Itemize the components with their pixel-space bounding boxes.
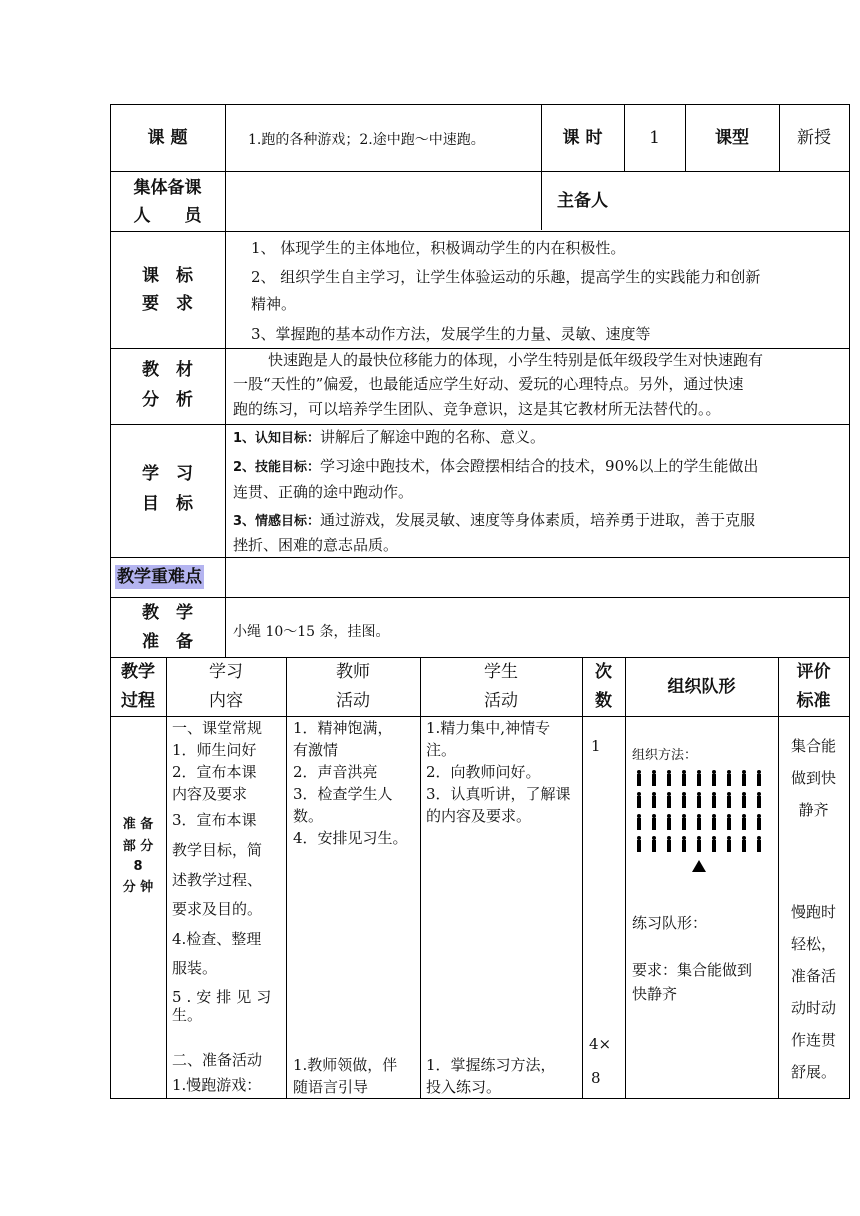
analysis-line-1: 快速跑是人的最快位移能力的体现，小学生特别是低年级段学生对快速跑有 (268, 351, 764, 369)
student-figure-icon (740, 814, 748, 830)
student-line: 2．向教师问好。 (426, 763, 541, 781)
header-process-2: 过程 (121, 691, 155, 711)
goal-1 (233, 427, 545, 449)
goal-3-text: 通过游戏，发展灵敏、速度等身体素质，培养勇于进取，善于克服 (320, 511, 756, 529)
student-figure-icon (725, 792, 733, 808)
teacher-line: 随语言引导 (293, 1078, 369, 1096)
student-figure-icon (650, 814, 658, 830)
standards-item-1: 1、 体现学生的主体地位，积极调动学生的内在积极性。 (251, 239, 626, 257)
student-figure-icon (635, 770, 643, 786)
student-line: 1．掌握练习方法， (426, 1056, 556, 1074)
topic-label: 课 题 (147, 128, 188, 148)
header-content-2: 内容 (209, 691, 243, 711)
student-line: 1.精力集中,神情专 (426, 719, 551, 737)
prep-label-1: 教 学 (142, 603, 193, 623)
student-figure-icon (755, 770, 763, 786)
content-line: 1．师生问好 (172, 741, 257, 759)
student-figure-icon (665, 814, 673, 830)
student-figure-icon (710, 814, 718, 830)
content-line: 述教学过程、 (172, 871, 263, 889)
goal-2-label: 2、技能目标： (233, 460, 321, 475)
header-student-2: 活动 (484, 691, 518, 711)
student-figure-icon (650, 836, 658, 852)
formation-req-a: 要求：集合能做到 (632, 961, 753, 979)
eval-line: 静齐 (798, 801, 829, 819)
content-line: 内容及要求 (172, 785, 248, 803)
analysis-line-2: 一股“天性的”偏爱，也最能适应学生好动、爱玩的心理特点。另外，通过快速 (233, 375, 744, 393)
prep-value: 小绳 10～15 条，挂图。 (233, 624, 390, 640)
group-label-2: 人 员 (133, 206, 202, 226)
student-figure-icon (680, 792, 688, 808)
student-figure-icon (650, 770, 658, 786)
header-content-1: 学习 (209, 662, 243, 682)
student-line: 3．认真听讲，了解课 (426, 785, 571, 803)
teacher-triangle-icon (692, 860, 706, 872)
period-value: 1 (649, 128, 660, 148)
header-teacher-2: 活动 (336, 691, 370, 711)
header-count-1: 次 (595, 662, 612, 682)
header-eval-2: 标准 (796, 691, 831, 711)
student-figure-icon (680, 814, 688, 830)
standards-item-3: 3、掌握跑的基本动作方法，发展学生的力量、灵敏、速度等 (251, 325, 651, 343)
section-label-4: 分 钟 (122, 880, 154, 895)
student-figure-icon (680, 836, 688, 852)
student-figure-icon (695, 814, 703, 830)
type-label: 课型 (715, 128, 749, 148)
eval-line: 舒展。 (790, 1063, 836, 1081)
standards-label-2: 要 求 (142, 294, 193, 314)
topic-value: 1.跑的各种游戏；2.途中跑～中速跑。 (248, 132, 485, 148)
student-figure-icon (695, 836, 703, 852)
student-figure-icon (635, 792, 643, 808)
content-line: 二、准备活动 (172, 1051, 263, 1069)
header-teacher-1: 教师 (336, 662, 370, 682)
student-figure-icon (650, 792, 658, 808)
count-first: 1 (591, 737, 601, 755)
student-figure-icon (635, 814, 643, 830)
goal-3-label: 3、情感目标： (233, 514, 321, 529)
formation-practice-label: 练习队形： (632, 914, 708, 932)
teacher-line: 1．精神饱满， (293, 719, 393, 737)
eval-line: 准备活 (790, 967, 836, 985)
header-count-2: 数 (595, 691, 612, 711)
content-line: 3．宣布本课 (172, 811, 257, 829)
count-second-a: 4× (589, 1035, 612, 1053)
goal-2-text: 学习途中跑技术，体会蹬摆相结合的技术，90%以上的学生能做出 (320, 457, 759, 475)
content-line: 一、课堂常规 (172, 719, 263, 737)
analysis-label-1: 教 材 (142, 360, 193, 380)
standards-label-1: 课 标 (142, 266, 193, 286)
section-label-1: 准 备 (122, 817, 154, 832)
formation-row-3 (635, 814, 770, 830)
student-figure-icon (695, 770, 703, 786)
goal-3 (233, 510, 755, 532)
student-figure-icon (665, 792, 673, 808)
student-figure-icon (710, 836, 718, 852)
student-figure-icon (740, 770, 748, 786)
group-label-1: 集体备课 (133, 178, 202, 198)
content-line: 要求及目的。 (172, 900, 263, 918)
eval-line: 轻松， (790, 935, 836, 953)
eval-line: 慢跑时 (790, 903, 836, 921)
teacher-line: 数。 (293, 807, 324, 825)
teacher-line: 3．检查学生人 (293, 785, 393, 803)
formation-row-4 (635, 836, 770, 852)
teacher-line: 4．安排见习生。 (293, 829, 408, 847)
student-figure-icon (755, 836, 763, 852)
student-figure-icon (725, 814, 733, 830)
eval-line: 动时动 (790, 999, 836, 1017)
content-line: 教学目标，简 (172, 841, 263, 859)
eval-line: 集合能 (790, 737, 836, 755)
student-figure-icon (680, 770, 688, 786)
teacher-line: 1.教师领做，伴 (293, 1056, 398, 1074)
formation-row-2 (635, 792, 770, 808)
goals-label-1: 学 习 (142, 464, 193, 484)
period-label: 课 时 (562, 128, 603, 148)
goal-1-text: 讲解后了解途中跑的名称、意义。 (320, 428, 546, 446)
key-points-label: 教学重难点 (117, 567, 202, 587)
section-label-2: 部 分 (122, 839, 154, 854)
student-figure-icon (755, 792, 763, 808)
student-line: 投入练习。 (426, 1078, 502, 1096)
lead-label: 主备人 (557, 191, 608, 211)
goal-1-label: 1、认知目标： (233, 431, 321, 446)
content-line: 5.安排见习 (172, 988, 277, 1006)
header-formation: 组织队形 (667, 677, 736, 697)
section-label-3: 8 (133, 859, 143, 874)
goals-label-2: 目 标 (142, 494, 193, 514)
standards-item-2a: 2、 组织学生自主学习，让学生体验运动的乐趣，提高学生的实践能力和创新 (251, 268, 761, 286)
content-line: 生。 (172, 1006, 203, 1024)
goal-2 (233, 456, 758, 478)
student-figure-icon (665, 836, 673, 852)
student-figure-icon (725, 836, 733, 852)
goal-3-cont: 挫折、困难的意志品质。 (233, 536, 399, 554)
student-figure-icon (740, 792, 748, 808)
formation-row-1 (635, 770, 770, 786)
analysis-label-2: 分 析 (142, 390, 193, 410)
content-line: 服装。 (172, 959, 218, 977)
eval-line: 做到快 (790, 769, 836, 787)
formation-req-b: 快静齐 (632, 985, 678, 1003)
content-line: 2．宣布本课 (172, 763, 257, 781)
header-process-1: 教学 (121, 662, 155, 682)
count-second-b: 8 (591, 1069, 601, 1087)
header-eval-1: 评价 (796, 662, 831, 682)
student-line: 注。 (426, 741, 457, 759)
content-line: 4.检查、整理 (172, 930, 262, 948)
student-figure-icon (725, 770, 733, 786)
student-line: 的内容及要求。 (426, 807, 532, 825)
student-figure-icon (755, 814, 763, 830)
student-figure-icon (710, 792, 718, 808)
goal-2-cont: 连贯、正确的途中跑动作。 (233, 483, 414, 501)
student-figure-icon (635, 836, 643, 852)
eval-line: 作连贯 (790, 1031, 836, 1049)
prep-label-2: 准 备 (142, 632, 193, 652)
student-figure-icon (740, 836, 748, 852)
teacher-line: 2．声音洪亮 (293, 763, 378, 781)
student-figure-icon (710, 770, 718, 786)
formation-method-label: 组织方法： (632, 748, 698, 763)
teacher-line: 有激情 (293, 741, 339, 759)
student-figure-icon (665, 770, 673, 786)
student-figure-icon (695, 792, 703, 808)
analysis-line-3: 跑的练习，可以培养学生团队、竞争意识，这是其它教材所无法替代的。。 (233, 400, 721, 418)
header-student-1: 学生 (484, 662, 518, 682)
type-value: 新授 (797, 128, 831, 148)
content-line: 1.慢跑游戏： (172, 1076, 262, 1094)
standards-item-2b: 精神。 (251, 295, 297, 313)
